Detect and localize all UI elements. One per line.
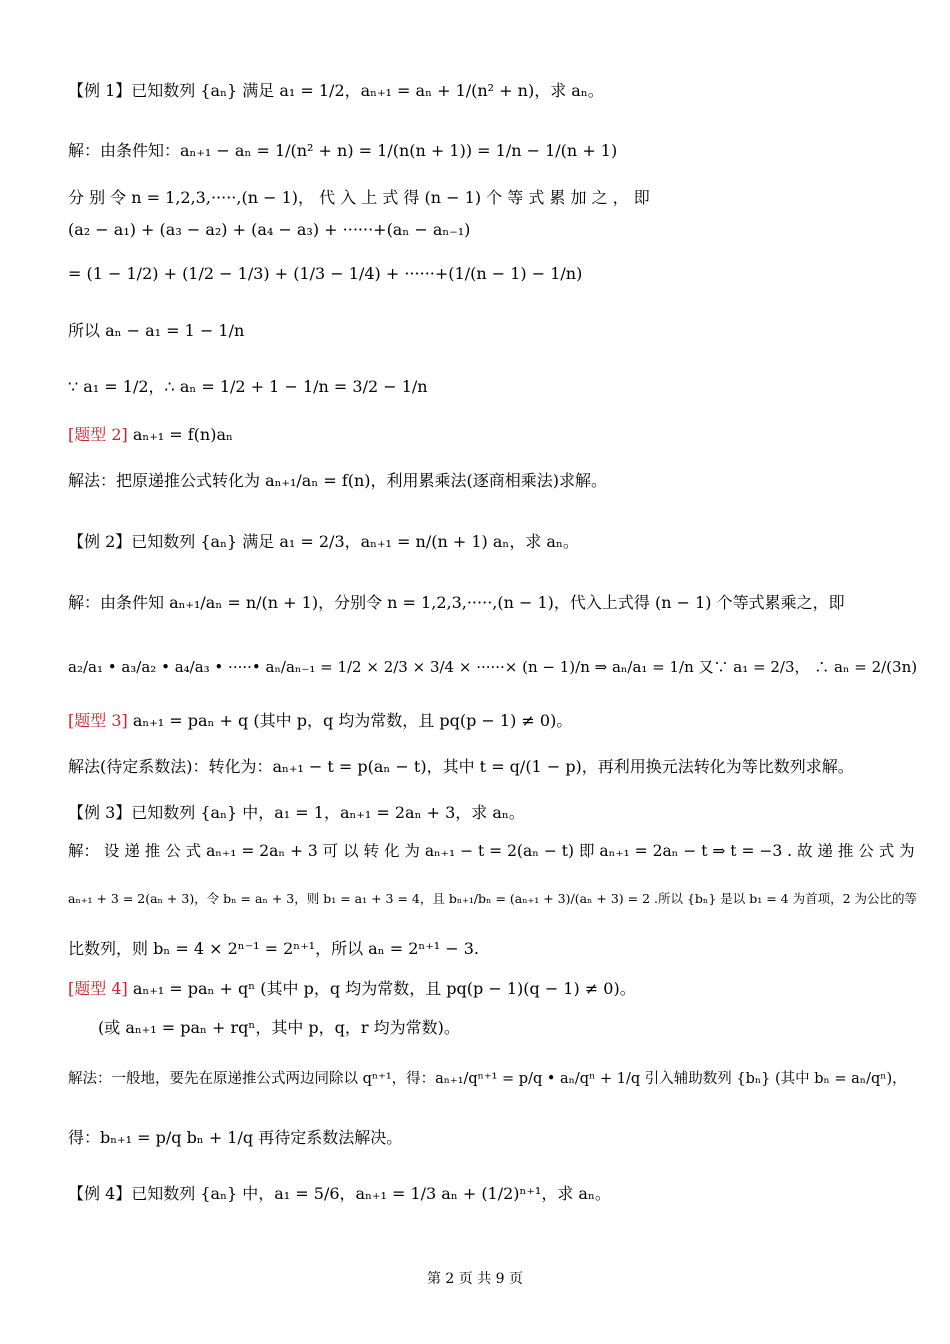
ex1-sol-5-text: 所以 aₙ − a₁ = 1 − 1/n [68,321,245,340]
type4-method-2-text: 得：bₙ₊₁ = p/q bₙ + 1/q 再待定系数法解决。 [68,1128,403,1147]
ex1-sol-6 [68,376,428,398]
ex3-sol-3 [68,938,479,960]
ex1-sol-4 [68,263,582,285]
ex1-sol-2 [68,187,650,209]
type3-heading-text: aₙ₊₁ = paₙ + q (其中 p，q 均为常数，且 pq(p − 1) ≠ 0)。 [132,711,573,730]
ex3-sol-2-text: aₙ₊₁ + 3 = 2(aₙ + 3)，令 bₙ = aₙ + 3，则 b₁ = a₁ + 3 = 4，且 bₙ₊₁/bₙ = (aₙ₊₁ + 3)/(aₙ + 3) = 2 .所以 {bₙ} 是以 b₁ = 4 为首项，2 为公比的等 [68,891,918,906]
type2-heading-text: aₙ₊₁ = f(n)aₙ [132,425,233,444]
ex2-statement-text: 【例 2】已知数列 {aₙ} 满足 a₁ = 2/3，aₙ₊₁ = n/(n + 1) aₙ，求 aₙ。 [68,532,579,551]
type4-method-2 [68,1127,402,1149]
ex1-sol-1 [68,140,617,162]
ex4-statement-text: 【例 4】已知数列 {aₙ} 中，a₁ = 5/6，aₙ₊₁ = 1/3 aₙ + (1/2)ⁿ⁺¹，求 aₙ。 [68,1184,611,1203]
ex3-sol-1: 解： 设 递 推 公 式 aₙ₊₁ = 2aₙ + 3 可 以 转 化 为 aₙ₊₁ − t = 2(aₙ − t) 即 aₙ₊₁ = 2aₙ − t ⇒ t = −3 . 故 递 推 公 式 为 [68,842,915,860]
ex1-statement [68,80,604,102]
ex1-sol-4-text: = (1 − 1/2) + (1/2 − 1/3) + (1/3 − 1/4) + ······+(1/(n − 1) − 1/n) [68,264,583,283]
type4-heading-text: aₙ₊₁ = paₙ + qⁿ (其中 p，q 均为常数，且 pq(p − 1)(q − 1) ≠ 0)。 [132,979,636,998]
type2-heading-label: [题型 2] [68,425,128,444]
ex1-sol-3-text: (a₂ − a₁) + (a₃ − a₂) + (a₄ − a₃) + ······+(aₙ − aₙ₋₁) [68,220,471,239]
type4-heading-label: [题型 4] [68,979,128,998]
type2-method-text: 解法：把原递推公式转化为 aₙ₊₁/aₙ = f(n)，利用累乘法(逐商相乘法)求解。 [68,471,608,490]
ex3-sol-2 [68,888,917,910]
ex2-sol-2 [68,656,917,678]
type3-method-text: 解法(待定系数法)：转化为：aₙ₊₁ − t = p(aₙ − t)，其中 t = q/(1 − p)，再利用换元法转化为等比数列求解。 [68,757,854,776]
type3-heading [68,710,572,732]
type4-method-1-text: 解法：一般地，要先在原递推公式两边同除以 qⁿ⁺¹，得：aₙ₊₁/qⁿ⁺¹ = p/q • aₙ/qⁿ + 1/q 引入辅助数列 {bₙ} (其中 bₙ = aₙ/qⁿ)， [68,1071,907,1087]
type4-method-1 [68,1068,907,1090]
ex3-statement-text: 【例 3】已知数列 {aₙ} 中，a₁ = 1，aₙ₊₁ = 2aₙ + 3，求 aₙ。 [68,803,525,822]
ex3-sol-3-text: 比数列，则 bₙ = 4 × 2ⁿ⁻¹ = 2ⁿ⁺¹，所以 aₙ = 2ⁿ⁺¹ − 3. [68,939,480,958]
ex1-sol-1-text: 解：由条件知：aₙ₊₁ − aₙ = 1/(n² + n) = 1/(n(n + 1)) = 1/n − 1/(n + 1) [68,141,618,160]
ex2-statement [68,531,579,553]
type3-heading-label: [题型 3] [68,711,128,730]
ex1-sol-5 [68,320,244,342]
type3-method [68,756,854,778]
page-footer: 第 2 页 共 9 页 [426,1271,524,1287]
ex2-sol-1-text: 解：由条件知 aₙ₊₁/aₙ = n/(n + 1)，分别令 n = 1,2,3,·····,(n − 1)，代入上式得 (n − 1) 个等式累乘之，即 [68,593,845,612]
type4-heading [68,978,636,1000]
ex2-sol-2-text: a₂/a₁ • a₃/a₂ • a₄/a₃ • ·····• aₙ/aₙ₋₁ = 1/2 × 2/3 × 3/4 × ······× (n − 1)/n ⇒ aₙ/a₁ = 1/n 又∵ a₁ = 2/3， ∴ aₙ = 2/(3n) [68,658,918,676]
type2-method [68,470,607,492]
ex1-sol-3 [68,219,470,241]
type4-alt [98,1017,460,1039]
ex3-statement [68,802,525,824]
ex1-sol-6-text: ∵ a₁ = 1/2，∴ aₙ = 1/2 + 1 − 1/n = 3/2 − 1/n [68,377,428,396]
ex1-sol-2-text: 分 别 令 n = 1,2,3,·····,(n − 1)， 代 入 上 式 得 (n − 1) 个 等 式 累 加 之 ， 即 [68,188,650,207]
ex2-sol-1 [68,592,845,614]
ex1-statement-text: 【例 1】已知数列 {aₙ} 满足 a₁ = 1/2，aₙ₊₁ = aₙ + 1/(n² + n)，求 aₙ。 [68,81,604,100]
type4-alt-text: (或 aₙ₊₁ = paₙ + rqⁿ，其中 p，q，r 均为常数)。 [98,1018,460,1037]
ex4-statement [68,1183,611,1205]
type2-heading [68,424,233,446]
